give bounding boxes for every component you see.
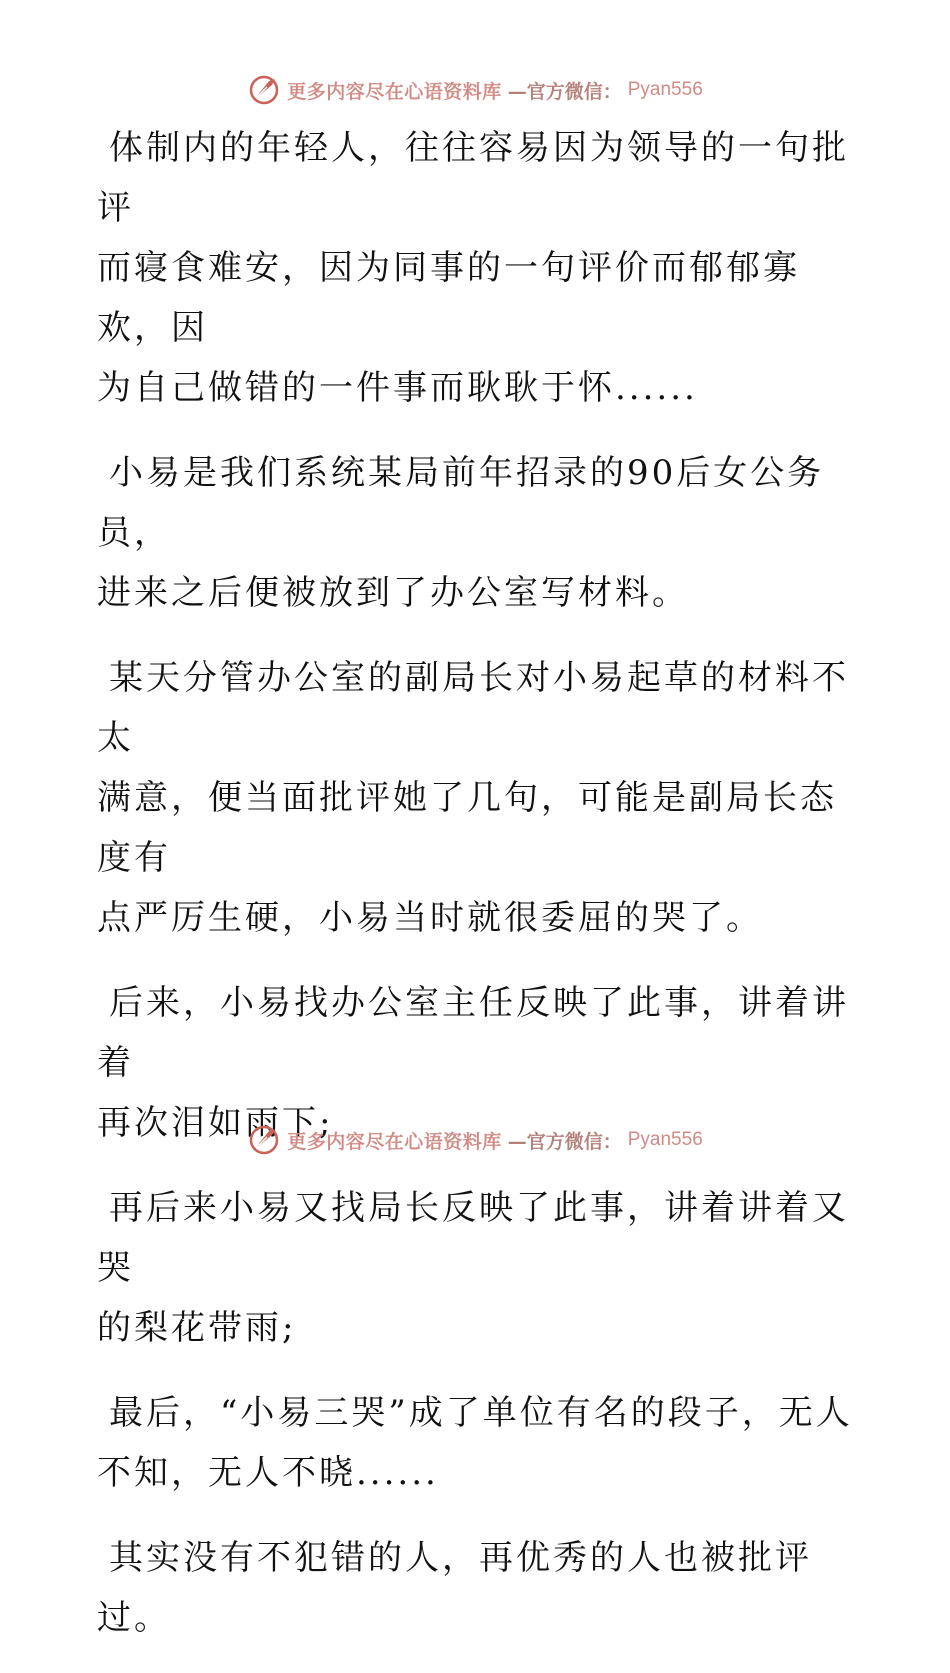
footer-wechat-label: —官方微信： (507, 1130, 622, 1153)
document-body (97, 118, 857, 1673)
paragraph-5: 再后来小易又找局长反映了此事，讲着讲着又哭 的梨花带雨; (97, 1188, 849, 1348)
footer-wechat-id: Pyan556 (627, 1129, 703, 1150)
paragraph-1: 体制内的年轻人，往往容易因为领导的一句批评 而寝食难安，因为同事的一句评价而郁郁寡欢，因 为自己做错的一件事而耿耿于怀...... (97, 128, 849, 408)
paragraph-3: 某天分管办公室的副局长对小易起草的材料不太 满意，便当面批评她了几句，可能是副局长态度有 点严厉生硬，小易当时就很委屈的哭了。 (97, 658, 849, 938)
footer-banner-inner (247, 1123, 703, 1157)
header-wechat-id: Pyan556 (627, 79, 703, 100)
paragraph-7: 其实没有不犯错的人，再优秀的人也被批评过。 (97, 1538, 812, 1638)
paragraph-4: 后来，小易找办公室主任反映了此事，讲着讲着 再次泪如雨下; (97, 983, 849, 1143)
header-brand-text: 更多内容尽在心语资料库 (287, 80, 502, 103)
header-banner (0, 70, 950, 110)
quill-logo-icon (247, 1123, 281, 1157)
footer-banner (0, 1120, 950, 1160)
footer-brand-text: 更多内容尽在心语资料库 (287, 1130, 502, 1153)
quill-logo-icon (247, 73, 281, 107)
header-banner-inner (247, 73, 703, 107)
paragraph-6: 最后，“小易三哭”成了单位有名的段子，无人 不知，无人不晓...... (97, 1393, 853, 1493)
paragraph-2: 小易是我们系统某局前年招录的90后女公务员， 进来之后便被放到了办公室写材料。 (97, 453, 825, 613)
header-wechat-label: —官方微信： (507, 80, 622, 103)
